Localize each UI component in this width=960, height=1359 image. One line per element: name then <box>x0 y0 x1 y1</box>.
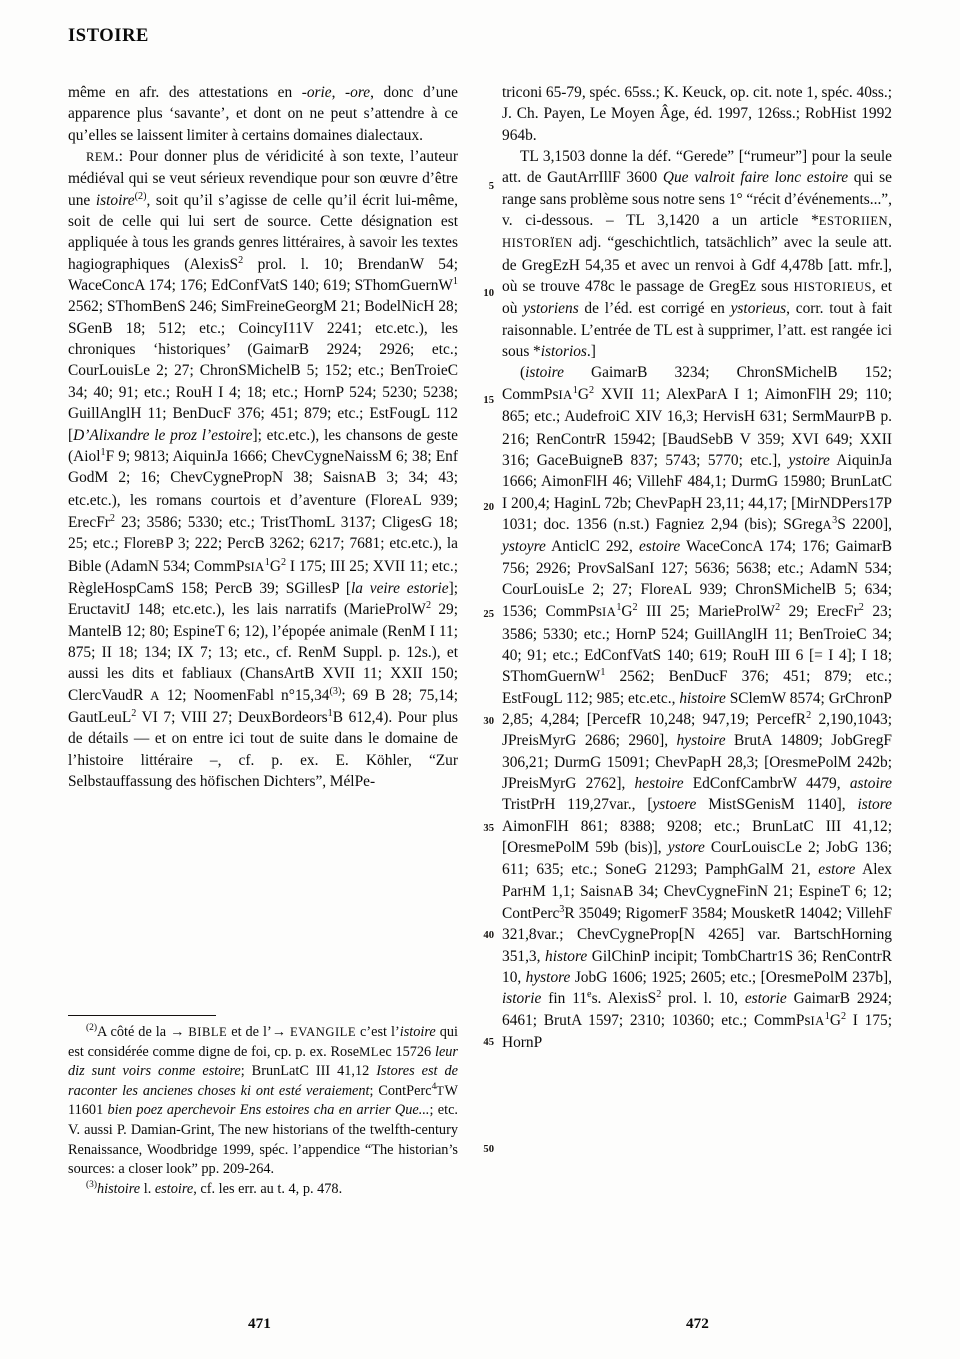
line-number: 50 <box>483 1144 494 1155</box>
folio-right: 472 <box>686 1315 709 1332</box>
footnote-3: $^{(3)}$histoire l. estoire, cf. les err. au t. 4, p. 478. <box>86 1179 343 1197</box>
right-paragraph-1: triconi 65-79, spéc. 65ss.; K. Keuck, op. cit. note 1, spéc. 40ss.; J. Ch. Payen, Le Moyen Âge, éd. 1997, 126ss.; RobHist 1992 964b. <box>502 84 892 144</box>
line-number: 20 <box>483 502 494 513</box>
left-column <box>68 82 458 792</box>
running-head: ISTOIRE <box>68 26 149 46</box>
line-number: 15 <box>483 395 494 406</box>
footnote-2: $^{(2)}$A côté de la → BIBLE et de l’→ EVAN​GILE c’est l’istoire qui est considérée comme digne de foi, cp. p. ex. RoseMLec 15726 leur diz sunt voirs conme estoire; BrunLatC III 41,12 Is​tores est de raconter les ancienes choses ki ont esté veraiement; ContPerc$^4$TW 11601 bien poez aperchevoir Ens estoires cha en arrier Que...; etc. V. aussi P. Damian-Grint, The new historians of the twelfth-century Renaissance, Woodbridge 1999, spéc. l’appendice “The historian’s sources: a closer look” pp. 209-264. <box>68 1023 458 1178</box>
right-paragraph-2: TL 3,1503 donne la déf. “Gerede” [“rumeur”] pour la seule att. de GautArrIllF 3600 Que valroit faire lonc estoire qui se range sans problème sous notre sens 1° “récit d’événements...”, v. ci-dessous. – TL 3,1420 a un article *ESTORIIEN, HISTORÏEN adj. “geschichtlich, tatsächlich” avec la seule att. de GregEzH 54,35 et avec un renvoi à Gdf 4,478b [att. mfr.], où se trouve 478c le passage de GregEz sous HISTORIEUS, et où ystoriens de l’éd. est corrigé en ystorieus, corr. tout à fait raisonnable. L’entrée de TL est à supprimer, l’att. est rangée ici sous *istorios.] <box>502 148 892 361</box>
footnote-3-marker: (3) <box>86 1179 97 1190</box>
line-number: 25 <box>483 609 494 620</box>
line-number: 30 <box>483 716 494 727</box>
footnote-2-marker: (2) <box>86 1023 97 1034</box>
line-number: 5 <box>488 181 494 192</box>
footnote-separator-rule <box>68 1015 216 1016</box>
marginal-line-numbers <box>470 82 494 1262</box>
line-number: 40 <box>483 930 494 941</box>
rem-label: R <box>86 150 95 165</box>
footnote-block <box>68 1015 458 1199</box>
right-column <box>502 82 892 1053</box>
right-paragraph-3: (istoire GaimarB 3234; ChronSMichelB 152; $CommPsIA^1G^2$ XVII 11; AlexParA I 1; Aimon​FlH 29; 110; 865; etc.; AudefroiC XIV 16,3; HervisH 631; SermMaurPB p. 216; RenContrR 15942; [BaudSebB V 359; XVI 649; XXII 316; GaceBuigneB 837; 5743; 5770; etc.], ystoire AiquinJa 1666; AimonFlH 46; VillehF 484,1; DurmG 15980; BrunLatC I 200,4; HaginL 72b; ChevPapH 23,11; 44,17; [MirNDPers17P 1031; doc. 1356 (n.st.) Fagniez 2,94 (bis); SGregA$^3$S 2200], ystoyre AnticlC 292, estoire WaceConcA 174; 176; GaimarB 756; 2926; ProvSalSanI 127; 5636; 5638; etc.; AdamN 534; CourLouisLe 2; 27; FloreAL 939; ChronSMichelB 5; 634; 1536; $CommPsIA^1G^2$ III 25; MarieProlW$^2$ 29; ErecFr$^2$ 23; 3586; 5330; etc.; HornP 524; GuillAnglH 11; BenTroieC 34; 40; 91; etc.; EdConfVatS 140; 619; RouH III 6 [= I 4]; I 18; SThomGuernW$^1$ 2562; BenDucF 376; 451; 879; etc.; EstFougL 112; 985; etc.etc., histoire SClemW 8574; GrChronP 2,85; 4,284; [PercefR 10,248; 947,19; PercefR$^2$ 2,190,1043; JPreisMyrG 2686; 2960], hystoire BrutA 14809; JobGregF 306,21; DurmG 15091; ChevPapH 28,3; [OresmePolM 242b; JPreis​MyrG 2762], hestoire EdConfCambrW 4479, as​toire TristPrH 119,27var., [ystoere MistSGenisM 1140], istore AimonFlH 861; 8388; 9208; etc.; BrunLatC III 41,12; [OresmePolM 59b (bis)], ystore CourLouisCLe 2; JobG 136; 611; 635; etc.; SoneG 21293; PamphGalM 21, estore Alex​ParHM 1,1; SaisnAB 34; ChevCygneFinN 21; Es​pineT 6; 12; ContPerc$^3$R 35049; RigomerF 3584; MousketR 14042; VillehF 321,8var.; ChevCygne​Prop[N 4265] var. BartschHorning 351,3, histore GilChinP incipit; TombChartr1S 36; RenContrR 10, hystore JobG 1606; 1925; 2605; etc.; [Ores​mePolM 237b], istorie fin 11es. AlexisS$^2$ prol. l. 10, estorie GaimarB 2924; 6461; BrutA 1597; 2310; 10360; etc.; $CommPsIA^1G^2$ I 175; HornP <box>502 364 893 1052</box>
line-number: 10 <box>483 288 494 299</box>
line-number: 45 <box>483 1037 494 1048</box>
left-paragraph-2: REM.: Pour donner plus de véridicité à son texte, l’auteur médiéval qui se veut sérieux revendique pour son œuvre d’être une istoire$^{(2)}$, soit qu’il s’agisse de celle qu’il écrit lui-même, soit de celle qui lui sert de source. Cette désignation est appliquée à tous les grands genres littéraires, à savoir les textes hagiographiques (AlexisS$^2$ prol. l. 10; BrendanW 54; WaceConcA 174; 176; EdConfVatS 140; 619; SThomGuernW$^1$ 2562; SThomBenS 246; SimFreineGeorgM 21; Bodel​NicH 28; SGenB 18; 512; etc.; CoincyI11V 2241; etc.etc.), les chroniques ‘historiques’ (GaimarB 2924; 2926; etc.; CourLouisLe 2; 27; ChronSMi​chelB 5; 152; etc.; BenTroieC 34; 40; 91; etc.; RouH I 4; 18; etc.; HornP 524; 5230; 5238; GuillAnglH 11; BenDucF 376; 451; 879; etc.; EstFougL 112 [D’Alixandre le proz l’estoire]; etc.etc.), les chansons de geste (Aiol$^1$F 9; 9813; AiquinJa 1666; ChevCygneNaissM 6; 38; Enf​GodM 2; 16; ChevCygnePropN 38; SaisnAB 3; 34; 43; etc.etc.), les romans courtois et d’aventure (FloreAL 939; ErecFr$^2$ 23; 3586; 5330; etc.; Trist​ThomL 3137; CligesG 18; 25; etc.; FloreBP 3; 222; PercB 3262; 6217; 7681; etc.etc.), la Bible (AdamN 534; $CommPsIA^1G^2$ I 175; III 25; XVII 11; etc.; RègleHospCamS 158; PercB 39; SGil​lesP [la veire estorie]; EructavitJ 148; etc.etc.), les lais narratifs (MarieProlW$^2$ 29; MantelB 12; 80; EspineT 6; 12), l’épopée animale (RenM I 11; 875; II 18; 134; IX 7; 13; etc., cf. RenM Suppl. p. 12s.), et aussi les dits et fabliaux (ChansArtB XVII 11; XXII 150; ClercVaudR A 12; Noomen​Fabl n°15,34$^{(3)}$; 69 B 28; 75,14; GautLeuL$^2$ VI 7; VIII 27; DeuxBordeors$^1$B 612,4). Pour plus de détails — et on entre ici tout de suite dans le domaine de l’histoire littéraire –, cf. p. ex. E. Köhler, “Zur Selbstauffassung des höfischen Dichters”, MélPe- <box>68 148 459 790</box>
line-number: 35 <box>483 823 494 834</box>
left-paragraph-1: même en afr. des attestations en -orie, -ore, donc d’une apparence plus ‘savante’, et dont on ne peut s’attendre à ce qu’elles se laissent limiter à certains domaines dialectaux. <box>68 84 458 144</box>
folio-left: 471 <box>248 1315 271 1332</box>
